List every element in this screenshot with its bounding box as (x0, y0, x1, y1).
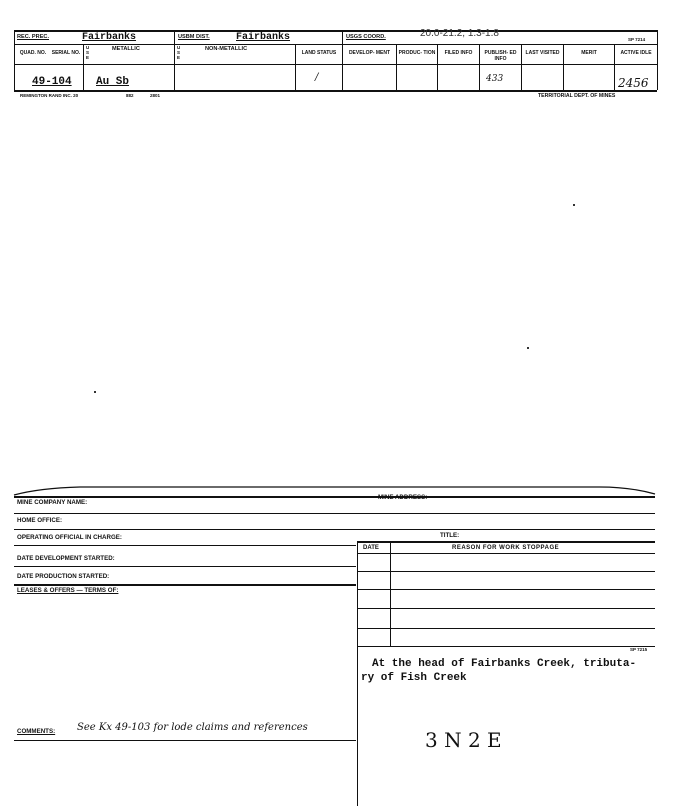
rule (14, 529, 655, 530)
printer-code-2: 2801 (150, 93, 161, 98)
header-published-info: PUBLISH- ED INFO (484, 50, 517, 62)
title-label: TITLE: (440, 532, 460, 539)
date-production-label: DATE PRODUCTION STARTED: (17, 573, 110, 580)
speck (94, 391, 96, 393)
mine-company-name-label: MINE COMPANY NAME: (17, 499, 88, 506)
rule (174, 30, 175, 90)
printer-code-1: 882 (126, 93, 134, 98)
rule (357, 608, 655, 609)
date-development-label: DATE DEVELOPMENT STARTED: (17, 555, 115, 562)
header-use-nonmetallic: U S E (177, 45, 181, 60)
header-last-visited: LAST VISITED (525, 50, 560, 56)
published-info-value: 433 (486, 74, 504, 84)
territorial-dept: TERRITORIAL DEPT. OF MINES (538, 93, 616, 99)
rule (14, 90, 657, 92)
operating-official-label: OPERATING OFFICIAL IN CHARGE: (17, 534, 122, 541)
rule (657, 30, 658, 90)
rule (14, 496, 655, 498)
speck (527, 347, 529, 349)
date-header: DATE (363, 545, 379, 551)
rule (14, 513, 655, 514)
rule (83, 44, 84, 90)
rule (14, 740, 356, 741)
form-code: SP 7214 (628, 37, 646, 42)
rule (521, 44, 522, 90)
quad-serial-value: 49-104 (32, 76, 72, 88)
header-serial-no: SERIAL NO. (51, 50, 81, 56)
rec-prec-label: REC. PREC. (17, 34, 50, 40)
land-status-value: / (315, 72, 319, 83)
header-use-metallic: U S E (86, 45, 90, 60)
rule (14, 584, 356, 586)
header-quad-no: QUAD. NO. (19, 50, 47, 56)
rule (342, 30, 343, 90)
speck (573, 204, 575, 206)
rule (479, 44, 480, 90)
rule (295, 44, 296, 90)
rule (14, 44, 657, 45)
active-idle-value: 2456 (618, 76, 649, 90)
header-active-idle: ACTIVE IDLE (620, 50, 652, 56)
home-office-label: HOME OFFICE: (17, 517, 63, 524)
usgs-coord-label: USGS COORD. (346, 34, 386, 40)
rule (437, 44, 438, 90)
mine-address-label: MINE ADDRESS: (378, 494, 428, 501)
rule (614, 44, 615, 90)
header-metallic: METALLIC (112, 46, 140, 52)
rule (357, 589, 655, 590)
leases-label: LEASES & OFFERS — TERMS OF: (17, 587, 119, 594)
rule (357, 571, 655, 572)
rule (14, 30, 15, 90)
usbm-dist-value: Fairbanks (236, 32, 291, 43)
rule (563, 44, 564, 90)
header-development: DEVELOP- MENT (348, 50, 391, 56)
printer-imprint: REMINGTON RAND INC. 20 (20, 93, 79, 98)
header-non-metallic: NON-METALLIC (205, 46, 248, 52)
rule (357, 541, 358, 806)
rule (14, 566, 356, 567)
usbm-dist-label: USBM DIST. (178, 34, 210, 40)
header-production: PRODUC- TION (398, 50, 436, 56)
form-code-bottom: SP 7215 (630, 647, 648, 652)
header-merit: MERIT (581, 50, 597, 56)
rule (396, 44, 397, 90)
header-filed-info: FILED INFO (444, 50, 473, 56)
header-land-status: LAND STATUS (301, 50, 337, 56)
location-line-1: At the head of Fairbanks Creek, tributa- (372, 658, 637, 670)
rule (14, 64, 657, 65)
rule (357, 646, 655, 647)
rule (357, 541, 655, 543)
comments-value: See Kx 49-103 for lode claims and references (77, 722, 308, 733)
rule (390, 541, 391, 646)
rec-prec-value: Fairbanks (82, 32, 137, 43)
rule (357, 553, 655, 554)
location-line-2: ry of Fish Creek (361, 672, 467, 684)
comments-label: COMMENTS: (17, 728, 56, 735)
handwritten-mark: 3 N 2 E (425, 728, 502, 752)
rule (14, 545, 356, 546)
metallic-value: Au Sb (96, 76, 130, 88)
rule (357, 628, 655, 629)
usgs-coord-value: 20.0-21.2, 1.3-1.8 (420, 28, 499, 39)
reason-header: REASON FOR WORK STOPPAGE (452, 545, 560, 551)
